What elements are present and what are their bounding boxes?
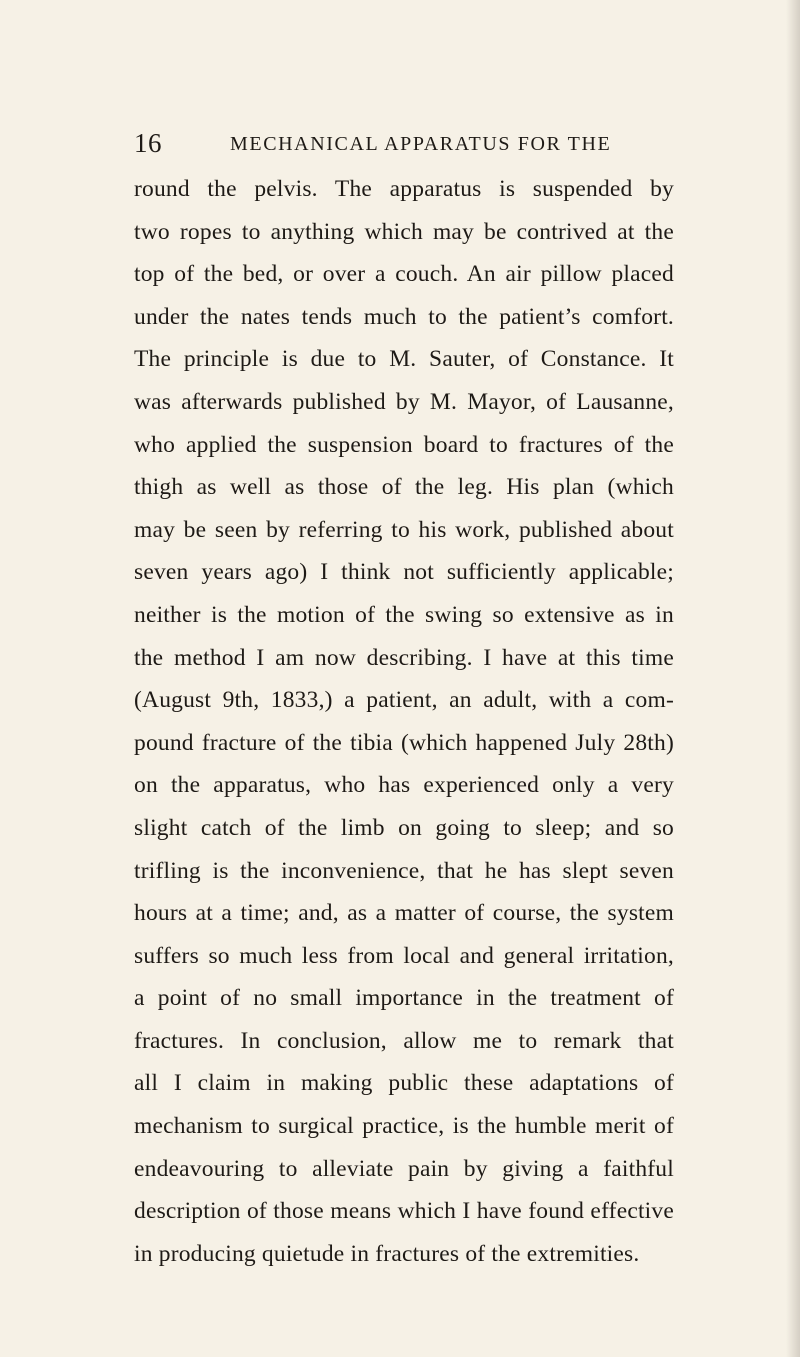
text-line: may be seen by referring to his work, published about (134, 516, 674, 543)
text-line: description of those means which I have found effective (134, 1198, 674, 1225)
text-line: in producing quietude in fractures of the extremities. (134, 1240, 640, 1267)
running-head (134, 128, 674, 158)
text-line: seven years ago) I think not sufficiently applicable; (134, 559, 674, 586)
text-line: hours at a time; and, as a matter of course, the system (134, 900, 674, 927)
text-line: two ropes to anything which may be contrived at the (134, 218, 674, 245)
text-line: (August 9th, 1833,) a patient, an adult, with a com- (134, 687, 674, 714)
text-line: The principle is due to M. Sauter, of Constance. It (134, 346, 674, 373)
text-line: top of the bed, or over a couch. An air pillow placed (134, 261, 674, 288)
running-head-title: MECHANICAL APPARATUS FOR THE (230, 133, 612, 155)
text-line: all I claim in making public these adaptations of (134, 1070, 674, 1097)
text-line: suffers so much less from local and general irritation, (134, 942, 674, 969)
text-line: round the pelvis. The apparatus is suspended by (134, 176, 674, 202)
text-line: on the apparatus, who has experienced only a very (134, 772, 674, 799)
text-line: the method I am now describing. I have at this time (134, 644, 674, 671)
text-line: slight catch of the limb on going to sleep; and so (134, 814, 674, 841)
text-line: thigh as well as those of the leg. His plan (which (134, 474, 674, 501)
text-line: fractures. In conclusion, allow me to remark that (134, 1027, 674, 1054)
text-line: a point of no small importance in the treatment of (134, 985, 674, 1012)
text-line: who applied the suspension board to fractures of the (134, 431, 674, 458)
text-line: under the nates tends much to the patient’s comfort. (134, 303, 674, 330)
body-text (134, 168, 674, 1275)
text-line: was afterwards published by M. Mayor, of Lausanne, (134, 388, 674, 415)
text-line: pound fracture of the tibia (which happened July 28th) (134, 729, 674, 756)
text-line: neither is the motion of the swing so extensive as in (134, 601, 674, 628)
page-edge-shadow (786, 0, 800, 1357)
text-line: trifling is the inconvenience, that he has slept seven (134, 857, 674, 884)
page-number: 16 (134, 128, 162, 158)
text-line: endeavouring to alleviate pain by giving a faithful (134, 1155, 674, 1182)
text-line: mechanism to surgical practice, is the humble merit of (134, 1113, 674, 1140)
